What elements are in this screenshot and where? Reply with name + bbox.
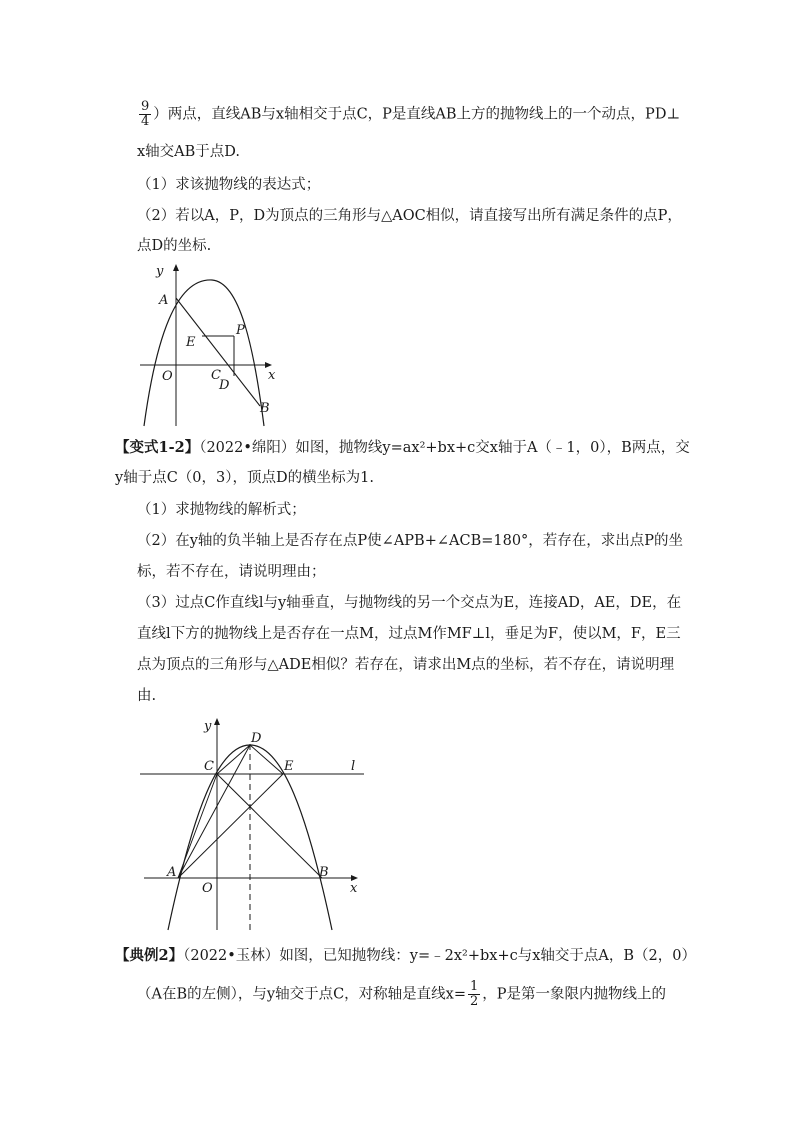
figure1-label-a: A [159, 293, 169, 308]
figure2-label-x: x [350, 881, 358, 896]
figure2-label-c: C [204, 759, 214, 774]
variant-source: （2022•绵阳） [199, 440, 296, 456]
example2-line1: 【典例2】（2022•玉林）如图，已知抛物线：y=﹣2x²+bx+c与x轴交于点A，B（2，0） [115, 947, 697, 964]
example2-title: 【典例2】 [115, 947, 184, 964]
figure1-label-d: D [219, 378, 230, 393]
figure2-label-e: E [284, 759, 294, 774]
figure2-label-y: y [204, 719, 212, 734]
figure2-segment-ac [178, 774, 217, 878]
figure2-label-l: l [351, 759, 356, 774]
example2-source: （2022•玉林） [183, 948, 280, 964]
figure2-label-o: O [202, 881, 213, 896]
variant-q3d: 由. [137, 688, 157, 704]
variant-q1: （1）求抛物线的解析式； [137, 502, 306, 518]
variant-q2a: （2）在y轴的负半轴上是否存在点P使∠APB+∠ACB=180°，若存在，求出点P的坐 [137, 533, 684, 549]
figure2-segment-cd [217, 745, 250, 774]
figure1-label-e: E [186, 335, 196, 350]
figure1-line-ab [176, 298, 260, 406]
example2-line2: （A在B的左侧），与y轴交于点C，对称轴是直线x= $\frac{1}{2}$ ，P是第一象限内抛物线上的 [137, 979, 667, 1009]
figure1-y-arrow [173, 264, 179, 271]
figure2-label-b: B [319, 865, 329, 880]
figure2-y-arrow [214, 718, 220, 725]
figure1-label-c: C [211, 368, 221, 383]
figure1-label-o: O [162, 369, 173, 384]
fraction-nine-fourths: $\frac{9}{4}$ [141, 99, 150, 129]
figure1-label-p: P [236, 323, 245, 338]
variant-q2b: 标，若不存在，请说明理由； [137, 564, 326, 580]
variant-line1: 【变式1-2】（2022•绵阳）如图，抛物线y=ax²+bx+c交x轴于A（﹣1，0），B两点，交 [115, 439, 690, 456]
figure2-segment-ae [178, 774, 283, 878]
figure2-segment-ad [178, 745, 250, 878]
figure1-label-b: B [260, 401, 270, 416]
figure2-segment-cb [217, 774, 322, 878]
problem1-q1: （1）求该抛物线的表达式； [137, 177, 321, 193]
variant-title: 【变式1-2】 [115, 439, 200, 456]
figure2-label-d: D [251, 731, 262, 746]
fraction-one-half: $\frac{1}{2}$ [470, 979, 479, 1009]
figure1-label-y: y [156, 264, 164, 279]
figure2-parabola-diagram [138, 712, 368, 937]
figure1-parabola-diagram [132, 258, 282, 428]
figure2-segment-de [250, 745, 283, 774]
variant-q3c: 点为顶点的三角形与△ADE相似？若存在，请求出M点的坐标，若不存在，请说明理 [137, 657, 675, 673]
variant-line2: y轴于点C（0，3），顶点D的横坐标为1. [115, 470, 374, 486]
figure1-label-x: x [268, 368, 276, 383]
variant-q3a: （3）过点C作直线l与y轴垂直，与抛物线的另一个交点为E，连接AD，AE，DE，在 [137, 595, 682, 611]
variant-q3b: 直线l下方的抛物线上是否存在一点M，过点M作MF⊥l，垂足为F，使以M，F，E三 [137, 626, 681, 642]
problem1-line2: x轴交AB于点D. [137, 144, 241, 160]
figure2-label-a: A [167, 865, 177, 880]
problem1-q2a: （2）若以A，P，D为顶点的三角形与△AOC相似，请直接写出所有满足条件的点P， [137, 208, 682, 224]
problem1-q2b: 点D的坐标. [137, 238, 212, 254]
problem1-line1: $\frac{9}{4}$ ）两点，直线AB与x轴相交于点C，P是直线AB上方的抛物线上的一个动点，PD⊥ [141, 99, 681, 129]
